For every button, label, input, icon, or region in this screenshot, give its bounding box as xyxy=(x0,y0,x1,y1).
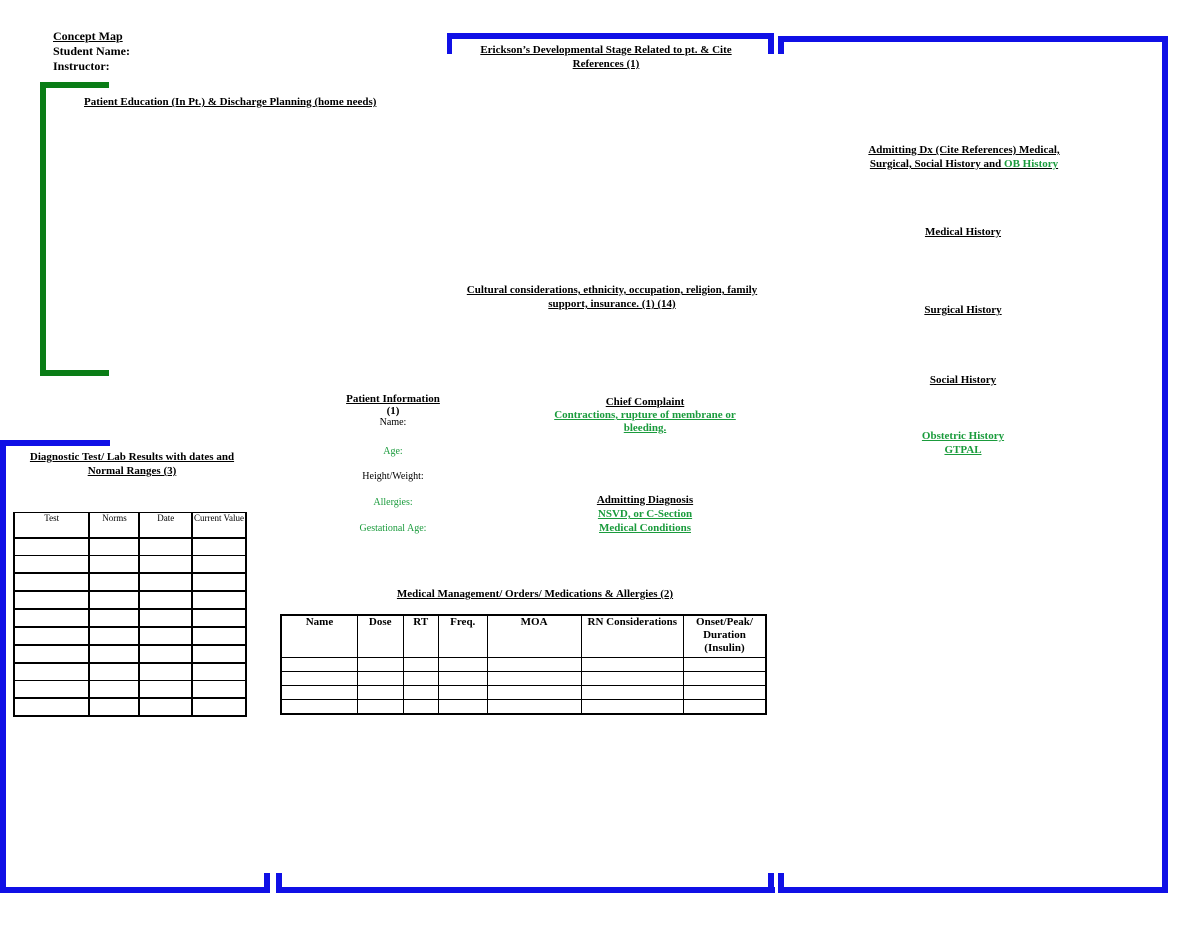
frame-bar xyxy=(40,82,46,376)
social-history-heading: Social History xyxy=(929,374,997,386)
table-cell[interactable] xyxy=(139,681,192,699)
table-cell[interactable] xyxy=(139,627,192,645)
table-cell[interactable] xyxy=(192,609,246,627)
table-cell[interactable] xyxy=(89,698,139,716)
frame-bar xyxy=(1162,36,1168,893)
patient-info-title: Patient Information xyxy=(346,393,440,405)
table-cell[interactable] xyxy=(192,681,246,699)
table-cell[interactable] xyxy=(281,672,357,686)
gestational-age-label: Gestational Age: xyxy=(359,523,427,534)
table-cell[interactable] xyxy=(89,627,139,645)
table-cell[interactable] xyxy=(438,700,487,715)
surgical-history-heading: Surgical History xyxy=(924,304,1002,316)
table-row xyxy=(14,645,246,663)
ob-history-link: OB History xyxy=(1004,158,1059,170)
height-weight-label: Height/Weight: xyxy=(362,471,424,482)
table-cell[interactable] xyxy=(89,645,139,663)
allergies-label: Allergies: xyxy=(373,497,413,508)
table-cell[interactable] xyxy=(14,609,89,627)
table-row xyxy=(14,681,246,699)
frame-bar xyxy=(276,873,282,893)
table-cell[interactable] xyxy=(438,686,487,700)
table-cell[interactable] xyxy=(89,663,139,681)
table-cell[interactable] xyxy=(581,672,683,686)
table-cell[interactable] xyxy=(683,686,766,700)
table-cell[interactable] xyxy=(14,538,89,556)
table-cell[interactable] xyxy=(139,538,192,556)
table-row xyxy=(281,700,766,715)
table-cell[interactable] xyxy=(139,591,192,609)
frame-bar xyxy=(40,82,109,88)
table-cell[interactable] xyxy=(14,681,89,699)
frame-bar xyxy=(276,887,775,893)
table-cell[interactable] xyxy=(192,645,246,663)
frame-bar xyxy=(447,33,774,39)
age-label: Age: xyxy=(383,446,403,457)
table-row xyxy=(14,627,246,645)
table-cell[interactable] xyxy=(403,672,438,686)
lab-header-row xyxy=(14,513,246,539)
table-row xyxy=(14,663,246,681)
table-cell[interactable] xyxy=(139,573,192,591)
patient-education-heading: Patient Education (In Pt.) & Discharge Planning (home needs) xyxy=(84,96,377,108)
medical-history-heading: Medical History xyxy=(924,226,1002,238)
table-cell[interactable] xyxy=(281,700,357,715)
table-cell[interactable] xyxy=(281,658,357,672)
table-cell[interactable] xyxy=(14,556,89,574)
table-row xyxy=(14,609,246,627)
chief-complaint-title: Chief Complaint xyxy=(605,396,685,408)
med-col-rn-considerations: RN Considerations xyxy=(581,615,683,658)
frame-bar xyxy=(778,36,784,54)
table-cell[interactable] xyxy=(683,672,766,686)
table-row xyxy=(281,686,766,700)
table-cell[interactable] xyxy=(14,591,89,609)
table-cell[interactable] xyxy=(89,681,139,699)
table-row xyxy=(281,658,766,672)
table-cell[interactable] xyxy=(683,700,766,715)
med-col-onset-peak-duration: Onset/Peak/ Duration (Insulin) xyxy=(683,615,766,658)
table-row xyxy=(14,538,246,556)
table-row xyxy=(14,698,246,716)
frame-bar xyxy=(778,887,1168,893)
table-cell[interactable] xyxy=(487,658,581,672)
patient-info-block xyxy=(323,393,463,428)
table-cell[interactable] xyxy=(581,686,683,700)
table-cell[interactable] xyxy=(487,672,581,686)
table-row xyxy=(14,591,246,609)
table-cell[interactable] xyxy=(281,686,357,700)
table-cell[interactable] xyxy=(487,686,581,700)
frame-bar xyxy=(778,36,1168,42)
table-cell[interactable] xyxy=(89,538,139,556)
lab-col-date: Date xyxy=(139,513,192,539)
table-cell[interactable] xyxy=(683,658,766,672)
table-cell[interactable] xyxy=(403,658,438,672)
table-cell[interactable] xyxy=(192,538,246,556)
gtpal-label: GTPAL xyxy=(944,444,982,456)
table-row xyxy=(281,672,766,686)
admitting-diagnosis-title: Admitting Diagnosis xyxy=(596,494,694,506)
table-cell[interactable] xyxy=(139,663,192,681)
table-cell[interactable] xyxy=(403,686,438,700)
table-cell[interactable] xyxy=(438,658,487,672)
frame-bar xyxy=(447,33,452,54)
med-col-name: Name xyxy=(281,615,357,658)
frame-bar xyxy=(768,33,774,54)
erikson-heading: Erickson’s Developmental Stage Related to pt. & Cite References (1) xyxy=(480,44,732,70)
lab-col-current-value: Current Value xyxy=(192,513,246,539)
med-col-frequency: Freq. xyxy=(438,615,487,658)
table-cell[interactable] xyxy=(139,645,192,663)
lab-col-test: Test xyxy=(14,513,89,539)
table-cell[interactable] xyxy=(14,698,89,716)
header-block xyxy=(53,29,130,74)
table-cell[interactable] xyxy=(192,698,246,716)
table-cell[interactable] xyxy=(357,658,403,672)
instructor-label: Instructor: xyxy=(53,59,110,73)
medications-table xyxy=(280,614,767,715)
lab-col-norms: Norms xyxy=(89,513,139,539)
table-cell[interactable] xyxy=(192,591,246,609)
admitting-diagnosis-block xyxy=(560,493,730,535)
lab-results-table xyxy=(13,512,247,717)
table-cell[interactable] xyxy=(192,627,246,645)
table-cell[interactable] xyxy=(14,573,89,591)
table-row xyxy=(14,573,246,591)
table-cell[interactable] xyxy=(192,573,246,591)
chief-complaint-block xyxy=(540,396,750,435)
cultural-heading: Cultural considerations, ethnicity, occupation, religion, family support, insurance. (1) (14) xyxy=(466,284,758,310)
table-cell[interactable] xyxy=(14,663,89,681)
name-label: Name: xyxy=(379,417,407,428)
frame-bar xyxy=(768,873,774,893)
admitting-diagnosis-line2: Medical Conditions xyxy=(599,522,691,534)
table-cell[interactable] xyxy=(357,672,403,686)
admitting-dx-heading xyxy=(855,143,1073,171)
frame-bar xyxy=(778,873,784,893)
student-name-label: Student Name: xyxy=(53,44,130,58)
table-cell[interactable] xyxy=(89,573,139,591)
med-col-route: RT xyxy=(403,615,438,658)
table-cell[interactable] xyxy=(139,609,192,627)
table-cell[interactable] xyxy=(581,658,683,672)
table-cell[interactable] xyxy=(581,700,683,715)
admitting-dx-text: Admitting Dx (Cite References) Medical, Surgical, Social History and xyxy=(868,144,1060,170)
admitting-diagnosis-line1: NSVD, or C-Section xyxy=(597,508,693,520)
table-cell[interactable] xyxy=(357,686,403,700)
med-header-row xyxy=(281,615,766,658)
obstetric-history-heading xyxy=(863,429,1063,457)
obstetric-history-label: Obstetric History xyxy=(921,430,1005,442)
table-cell[interactable] xyxy=(89,591,139,609)
table-cell[interactable] xyxy=(89,556,139,574)
table-cell[interactable] xyxy=(14,627,89,645)
chief-complaint-detail: Contractions, rupture of membrane or bleeding. xyxy=(554,409,736,434)
frame-bar xyxy=(264,873,270,893)
table-row xyxy=(14,556,246,574)
patient-info-ref: (1) xyxy=(386,405,400,417)
table-cell[interactable] xyxy=(192,663,246,681)
frame-bar xyxy=(0,440,110,446)
frame-bar xyxy=(0,887,270,893)
med-col-moa: MOA xyxy=(487,615,581,658)
medical-management-heading: Medical Management/ Orders/ Medications & Allergies (2) xyxy=(396,588,674,600)
table-cell[interactable] xyxy=(139,556,192,574)
table-cell[interactable] xyxy=(89,609,139,627)
table-cell[interactable] xyxy=(487,700,581,715)
frame-bar xyxy=(40,370,109,376)
table-cell[interactable] xyxy=(139,698,192,716)
table-cell[interactable] xyxy=(14,645,89,663)
med-col-dose: Dose xyxy=(357,615,403,658)
frame-bar xyxy=(0,440,6,893)
table-cell[interactable] xyxy=(403,700,438,715)
diagnostic-heading: Diagnostic Test/ Lab Results with dates and Normal Ranges (3) xyxy=(29,451,235,477)
concept-map-title: Concept Map xyxy=(53,29,123,43)
table-cell[interactable] xyxy=(357,700,403,715)
table-cell[interactable] xyxy=(192,556,246,574)
table-cell[interactable] xyxy=(438,672,487,686)
